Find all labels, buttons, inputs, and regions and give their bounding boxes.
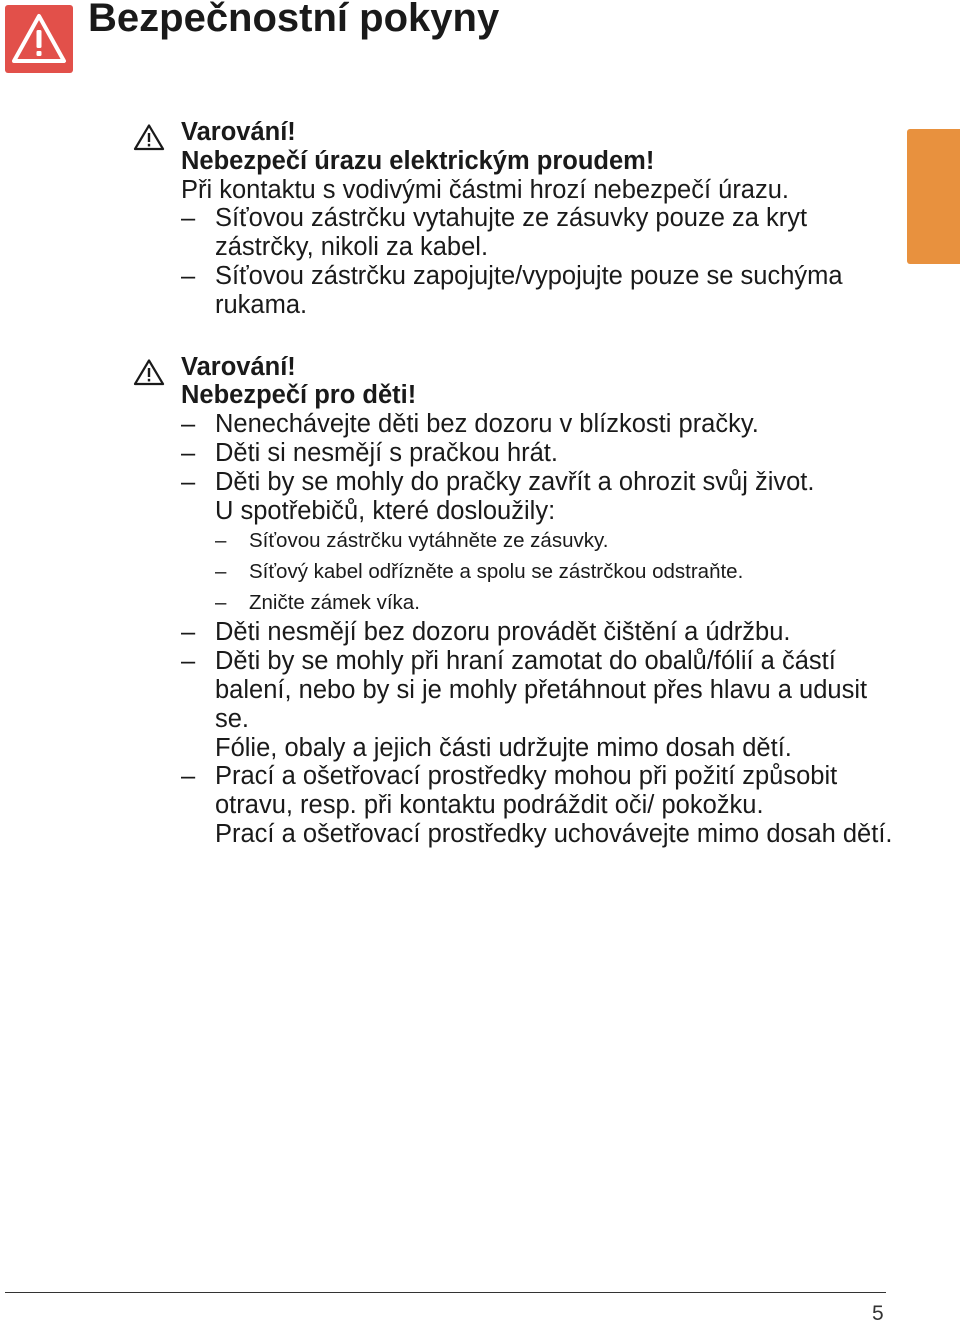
- warning-list: [181, 762, 893, 820]
- safety-content: [133, 118, 893, 849]
- warning-label: Varování!: [181, 118, 296, 146]
- warning-electric-shock: [133, 118, 893, 320]
- warning-children: [133, 353, 893, 849]
- list-item: – Děti by se mohly při hraní zamotat do obalů/fólií a částí balení, nebo by si je mohly přetáhnout přes hlavu a udusit se.: [181, 647, 893, 733]
- page-number: 5: [872, 1302, 884, 1325]
- warning-headline: Nebezpečí úrazu elektrickým proudem!: [181, 146, 655, 175]
- sub-list-item: – Zničte zámek víka.: [215, 587, 893, 618]
- list-item: – Děti by se mohly do pračky zavřít a ohrozit svůj život.: [181, 468, 893, 497]
- warning-list: [181, 410, 893, 496]
- sub-list-item: – Síťovou zástrčku vytáhněte ze zásuvky.: [215, 525, 893, 556]
- section-tab: [907, 129, 960, 264]
- warning-triangle-icon: [133, 358, 165, 386]
- warning-label: Varování!: [181, 352, 296, 381]
- list-item: – Síťovou zástrčku vytahujte ze zásuvky pouze za kryt zástrčky, nikoli za kabel.: [181, 204, 893, 262]
- sub-list: [181, 525, 893, 618]
- list-item: – Prací a ošetřovací prostředky mohou při požití způsobit otravu, resp. při kontaktu podráždit oči/ pokožku.: [181, 762, 893, 820]
- list-item: – Síťovou zástrčku zapojujte/vypojujte pouze se suchýma rukama.: [181, 262, 893, 320]
- page-title: Bezpečnostní pokyny: [88, 0, 500, 40]
- list-item: – Děti nesmějí bez dozoru provádět čištění a údržbu.: [181, 618, 893, 647]
- list-item: – Děti si nesmějí s pračkou hrát.: [181, 439, 893, 468]
- footer-divider: [5, 1292, 886, 1293]
- sub-list-item: – Síťový kabel odřízněte a spolu se zástrčkou odstraňte.: [215, 556, 893, 587]
- note-text: Prací a ošetřovací prostředky uchovávejte mimo dosah dětí.: [215, 819, 893, 848]
- header-warning-icon: [5, 5, 73, 73]
- warning-list: [181, 204, 893, 319]
- subsection-title: U spotřebičů, které dosloužily:: [215, 496, 556, 525]
- note-text: Fólie, obaly a jejich části udržujte mimo dosah dětí.: [215, 733, 792, 762]
- warning-triangle-icon: [133, 123, 165, 151]
- warning-headline: Nebezpečí pro děti!: [181, 381, 417, 410]
- list-item: – Nenechávejte děti bez dozoru v blízkosti pračky.: [181, 410, 893, 439]
- warning-list: [181, 618, 893, 733]
- warning-intro: Při kontaktu s vodivými částmi hrozí nebezpečí úrazu.: [181, 175, 790, 204]
